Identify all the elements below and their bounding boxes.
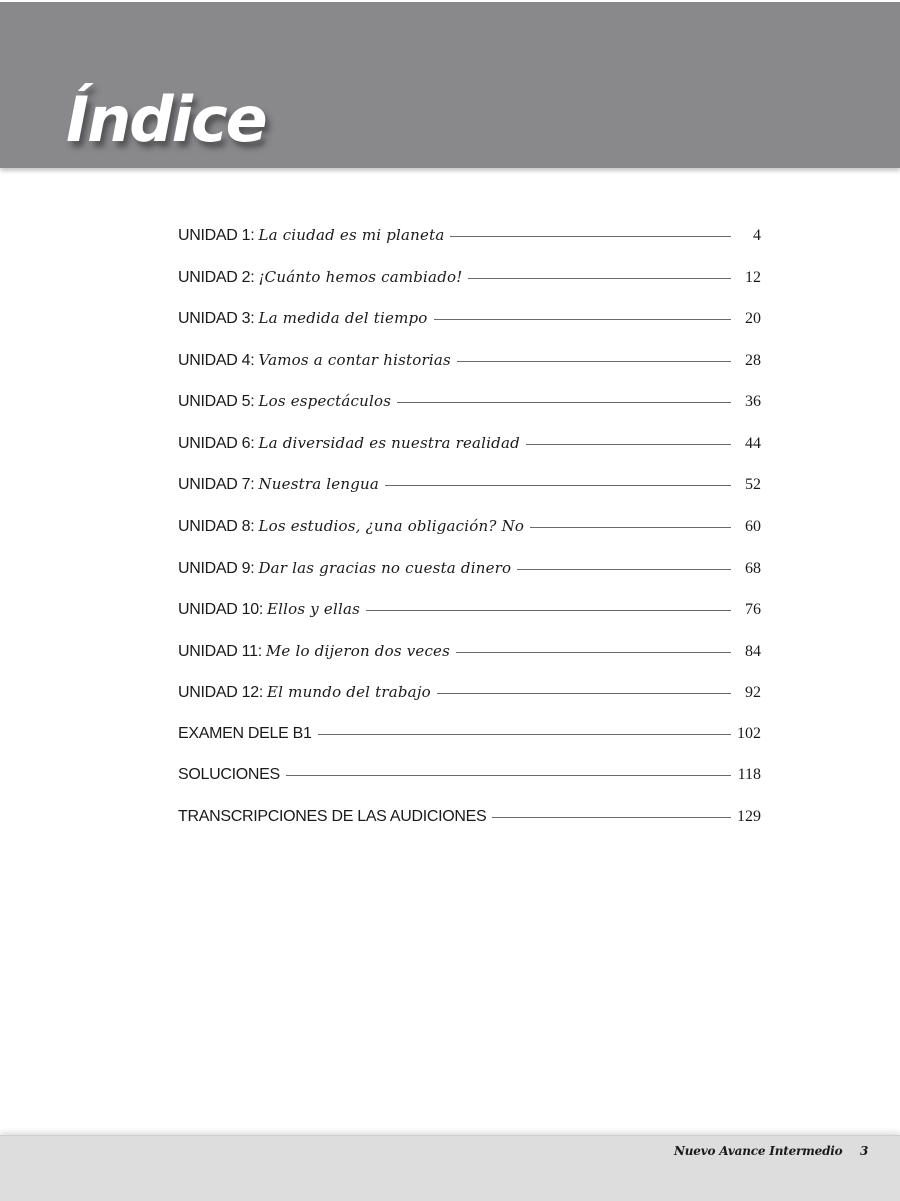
leader-line [457,361,731,362]
leader-line [468,278,731,279]
toc-entry-unidad-10[interactable] [178,600,761,642]
toc-entry-title: El mundo del trabajo [267,683,431,702]
toc-entry-page: 129 [737,807,761,825]
toc-entry-label: TRANSCRIPCIONES DE LAS AUDICIONES [178,807,487,825]
leader-line [450,236,731,237]
leader-line [366,610,731,611]
toc-entry-title: Dar las gracias no cuesta dinero [258,558,512,577]
toc-entry-label: UNIDAD 4: [178,351,255,369]
toc-entry-title: Vamos a contar historias [258,350,451,369]
toc-entry-label: UNIDAD 5: [178,393,255,411]
toc-entry-title: La ciudad es mi planeta [258,226,445,244]
toc-entry-page: 20 [745,310,761,328]
leader-line [434,319,731,320]
toc-entry-label: UNIDAD 3: [178,310,255,328]
leader-line [286,775,731,776]
leader-line [318,734,731,735]
leader-line [530,527,731,528]
toc-entry-page: 12 [745,268,761,286]
toc-entry-label: UNIDAD 8: [178,517,255,535]
toc-entry-label: SOLUCIONES [178,766,280,784]
toc-entry-page: 84 [745,642,761,660]
toc-entry-unidad-2[interactable] [178,268,761,310]
toc-entry-label: UNIDAD 7: [178,476,255,494]
toc-entry-page: 28 [745,351,761,369]
toc-entry-label: UNIDAD 2: [178,268,255,286]
leader-line [492,817,731,818]
toc-entry-unidad-4[interactable] [178,351,761,393]
toc-entry-title: Me lo dijeron dos veces [265,641,451,660]
toc-entry-page: 76 [745,601,761,619]
toc-entry-page: 118 [737,766,761,784]
toc-entry-page: 36 [745,393,761,411]
table-of-contents [178,226,761,849]
toc-entry-unidad-11[interactable] [178,642,761,684]
toc-entry-label: UNIDAD 12: [178,684,264,702]
toc-entry-page: 102 [737,724,761,742]
toc-entry-page: 60 [745,517,761,535]
toc-entry-title: La diversidad es nuestra realidad [258,433,520,452]
toc-entry-label: UNIDAD 10: [178,601,264,619]
toc-entry-label: EXAMEN DELE B1 [178,724,312,742]
toc-entry-unidad-8[interactable] [178,517,761,559]
leader-line [397,402,731,403]
toc-entry-title: Nuestra lengua [258,475,380,494]
toc-entry-unidad-1[interactable] [178,226,761,268]
toc-entry-label: UNIDAD 1: [178,227,255,244]
page-title: Índice [66,83,266,156]
toc-entry-examen-dele[interactable] [178,725,761,767]
toc-entry-transcripciones[interactable] [178,808,761,850]
toc-entry-label: UNIDAD 6: [178,434,255,452]
toc-entry-unidad-3[interactable] [178,309,761,351]
toc-entry-title: Los espectáculos [258,392,392,411]
toc-entry-title: Ellos y ellas [267,600,361,619]
toc-entry-title: Los estudios, ¿una obligación? No [258,516,525,535]
toc-entry-unidad-6[interactable] [178,434,761,476]
toc-entry-unidad-7[interactable] [178,475,761,517]
toc-entry-label: UNIDAD 9: [178,559,255,577]
toc-entry-page: 68 [745,559,761,577]
leader-line [517,569,731,570]
leader-line [385,485,731,486]
toc-entry-soluciones[interactable] [178,766,761,808]
toc-entry-page: 44 [745,434,761,452]
toc-entry-unidad-9[interactable] [178,559,761,601]
toc-entry-title: La medida del tiempo [258,309,428,328]
toc-entry-label: UNIDAD 11: [178,642,262,660]
toc-entry-title: ¡Cuánto hemos cambiado! [258,267,463,286]
footer-book-title: Nuevo Avance Intermedio [674,1144,843,1158]
leader-line [437,693,731,694]
footer-page-number: 3 [860,1144,869,1158]
leader-line [526,444,731,445]
toc-entry-unidad-5[interactable] [178,392,761,434]
leader-line [456,652,731,653]
toc-entry-page: 52 [745,476,761,494]
toc-entry-page: 4 [753,227,761,244]
toc-entry-page: 92 [745,684,761,702]
toc-entry-unidad-12[interactable] [178,683,761,725]
